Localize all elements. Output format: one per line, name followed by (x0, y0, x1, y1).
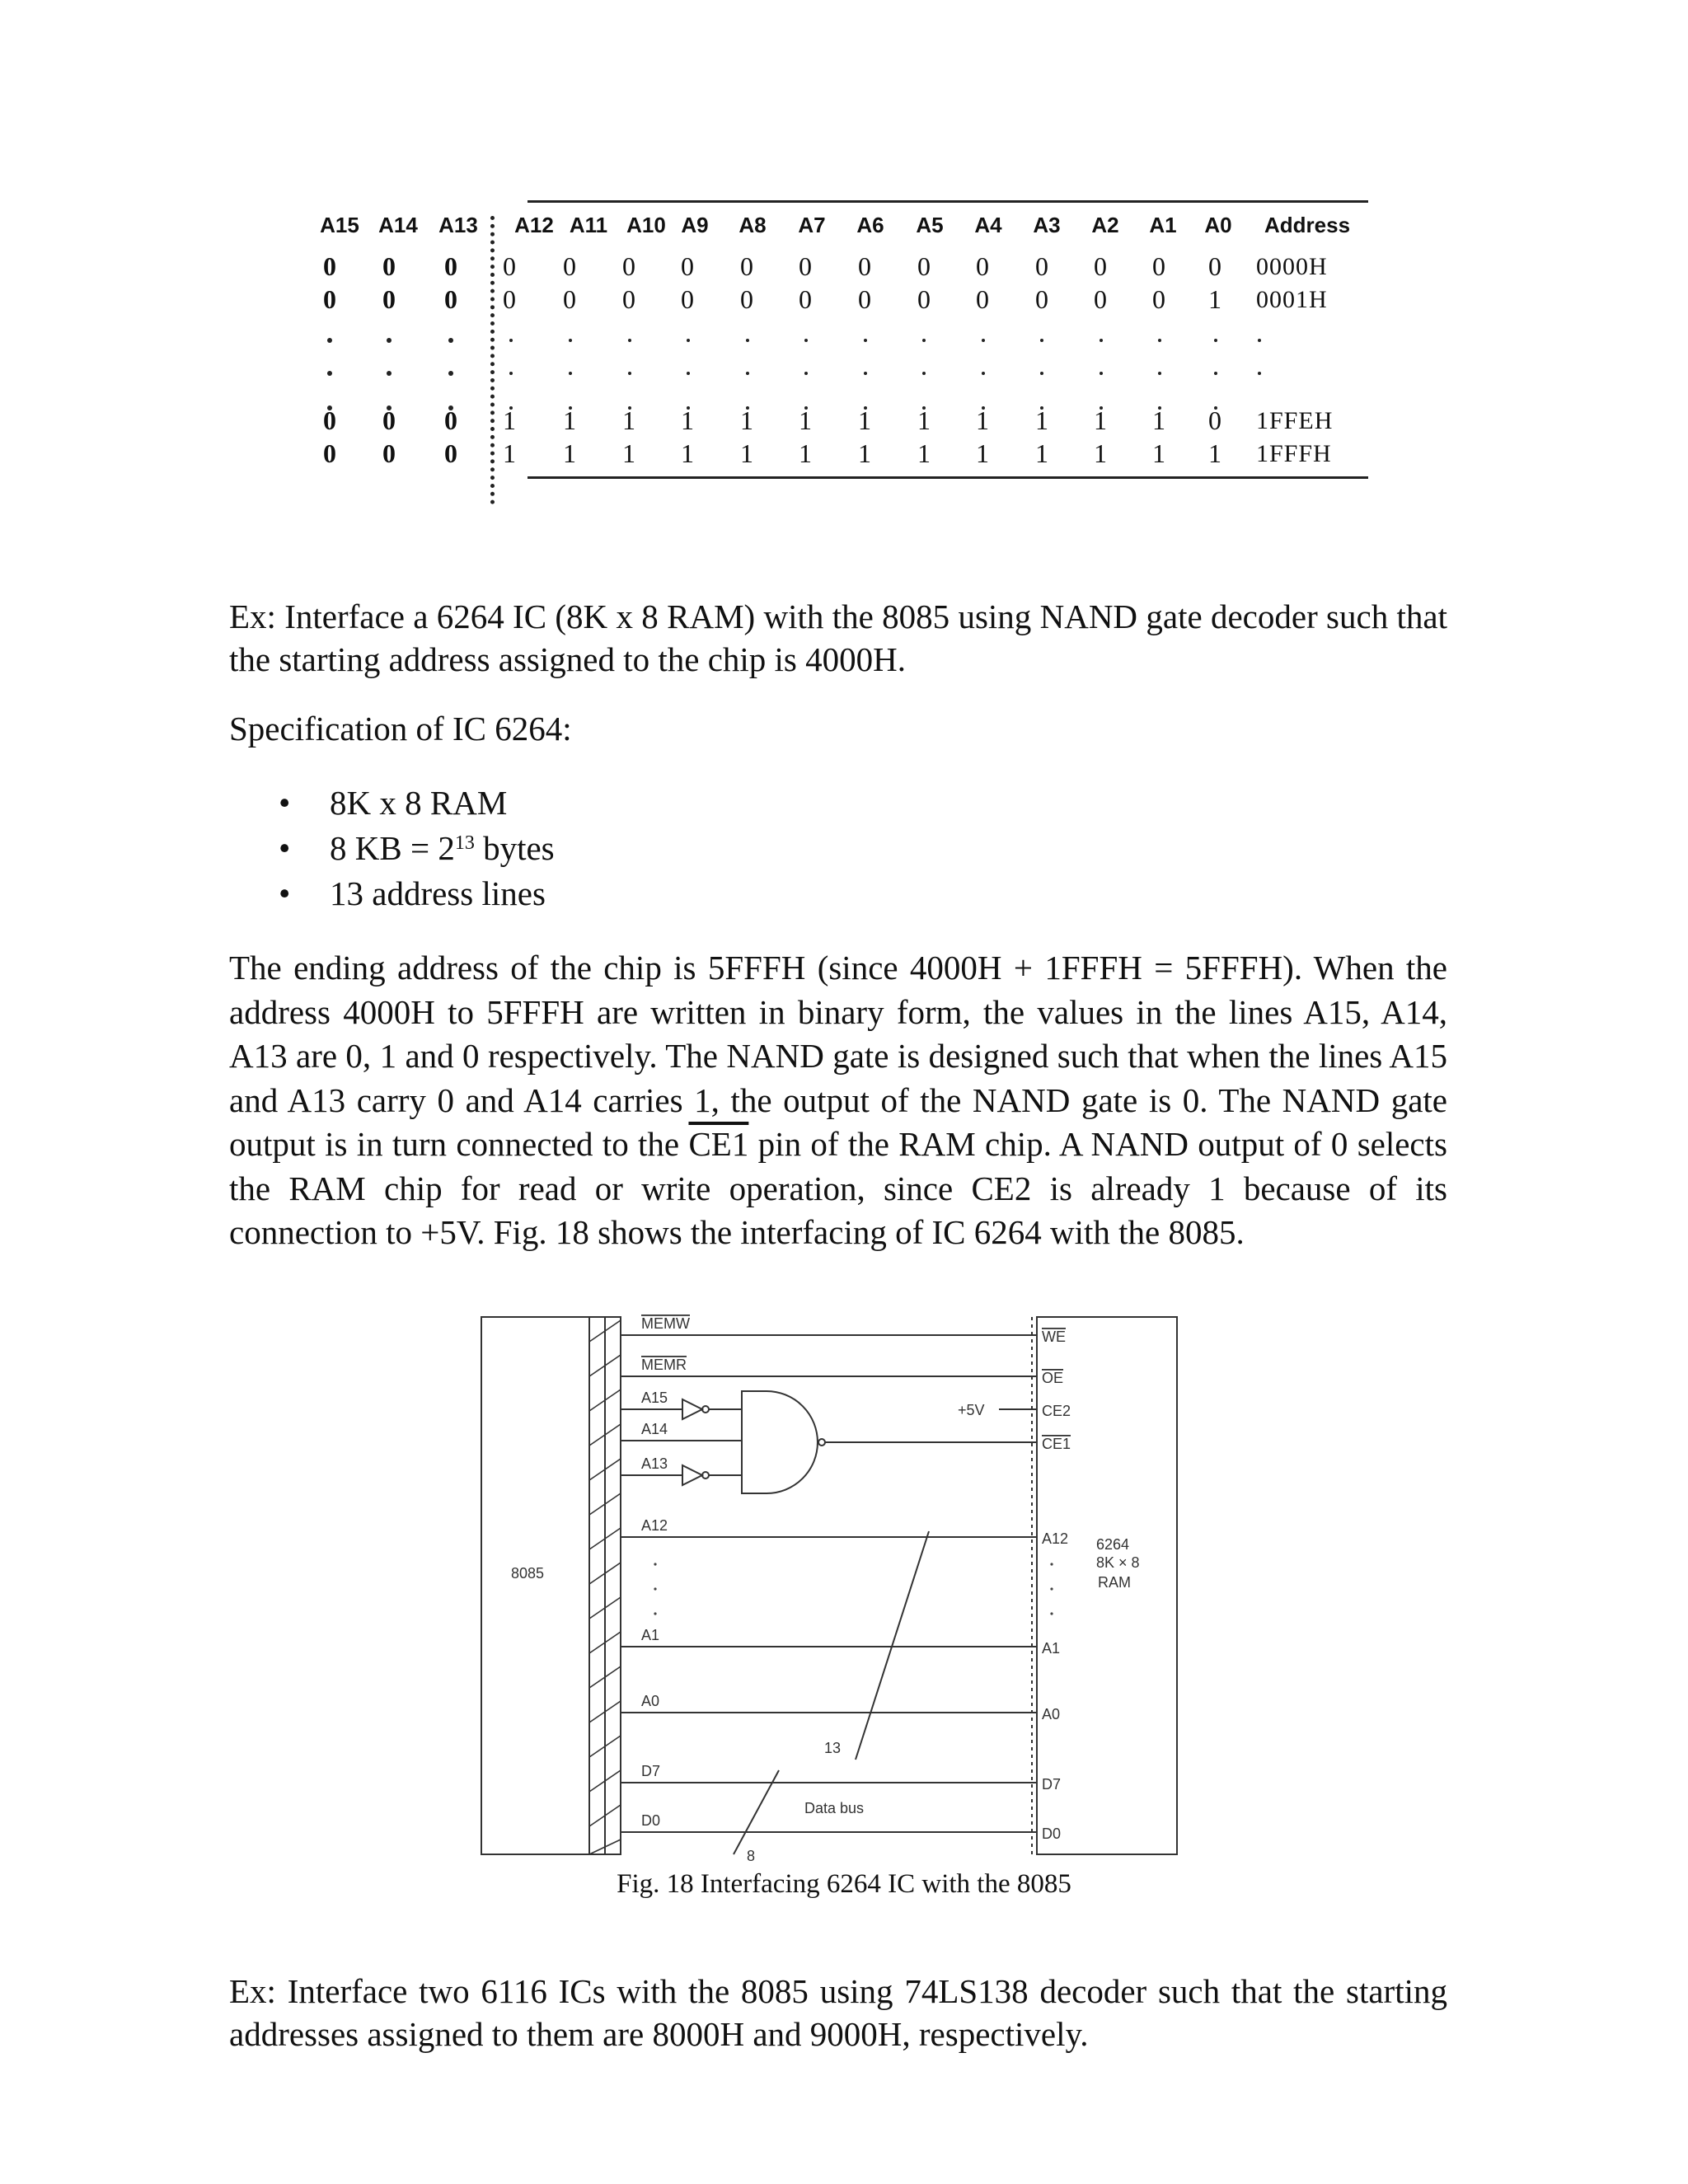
a1-pin-label: A1 (1042, 1640, 1061, 1657)
figure-caption: Fig. 18 Interfacing 6264 IC with the 8085 (617, 1869, 1071, 1899)
a1-label: A1 (641, 1627, 660, 1643)
a13-label: A13 (641, 1455, 668, 1472)
example2-question: Ex: Interface two 6116 ICs with the 8085 using 74LS138 decoder such that the starting addresses assigned to them are 8000H and 9000H, respectively. (229, 1972, 1447, 2053)
chip-label-3: RAM (1098, 1574, 1131, 1591)
header-a6: A6 (856, 213, 884, 237)
header-a8: A8 (738, 213, 767, 237)
chip-label-2: 8K × 8 (1096, 1554, 1140, 1571)
address-bus-count: 13 (824, 1740, 842, 1756)
table-bottom-rule (528, 476, 1368, 479)
header-a2: A2 (1091, 213, 1119, 237)
bullet-icon: • (279, 829, 291, 867)
d7-pin-label: D7 (1042, 1776, 1062, 1793)
d0-pin-label: D0 (1042, 1825, 1062, 1842)
header-a14: A14 (378, 213, 418, 237)
a0-label: A0 (641, 1693, 660, 1709)
example1-explanation: The ending address of the chip is 5FFFH (since 4000H + 1FFFH = 5FFFH). When the address 4000H to 5FFFH are written in binary form, the values in the lines A15, A14, A13 are 0, 1 and 0 respectively. The NAND gate is designed such that when the lines A15 and A13 carry 0 and A14 carries 1, the output of the NAND gate is 0. The NAND gate output is in turn connected to the CE1 pin of the RAM chip. A NAND output of 0 selects the RAM chip for read or write operation, since CE2 is already 1 because of its connection to +5V. Fig. 18 shows the interfacing of IC 6264 with the 8085. (229, 949, 1447, 1251)
ce1-pin-label: CE1 (1042, 1436, 1071, 1452)
ce2-pin-label: CE2 (1042, 1403, 1071, 1419)
plus5v-label: +5V (958, 1402, 985, 1418)
oe-pin-label: OE (1042, 1370, 1064, 1386)
a15-label: A15 (641, 1390, 668, 1406)
data-bus-label: Data bus (804, 1800, 865, 1816)
header-address: Address (1264, 213, 1351, 237)
header-a9: A9 (681, 213, 709, 237)
a12-pin-label: A12 (1042, 1530, 1069, 1547)
header-a15: A15 (320, 213, 359, 237)
table-top-rule (528, 200, 1368, 203)
header-a11: A11 (569, 213, 608, 237)
bullet-icon: • (279, 874, 291, 912)
d7-label: D7 (641, 1763, 661, 1779)
address-ellipsis (654, 1563, 1053, 1615)
header-a4: A4 (974, 213, 1002, 237)
memw-label: MEMW (641, 1315, 690, 1332)
memr-label: MEMR (641, 1357, 687, 1373)
spec-title: Specification of IC 6264: (229, 710, 572, 748)
cpu-label: 8085 (511, 1565, 545, 1582)
header-a1: A1 (1149, 213, 1177, 237)
nand-gate (742, 1391, 818, 1493)
a0-pin-label: A0 (1042, 1706, 1061, 1722)
a12-label: A12 (641, 1517, 668, 1534)
example1-question: Ex: Interface a 6264 IC (8K x 8 RAM) with the 8085 using NAND gate decoder such that the starting address assigned to the chip is 4000H. (229, 598, 1447, 678)
cpu-8085-box (481, 1317, 605, 1854)
header-a10: A10 (626, 213, 666, 237)
chip-label-1: 6264 (1096, 1536, 1130, 1553)
header-a5: A5 (916, 213, 944, 237)
we-pin-label: WE (1042, 1329, 1066, 1345)
header-a0: A0 (1204, 213, 1232, 237)
header-a12: A12 (514, 213, 554, 237)
header-a3: A3 (1033, 213, 1061, 237)
data-bus-count: 8 (747, 1848, 756, 1864)
a14-label: A14 (641, 1421, 668, 1437)
bullet-icon: • (279, 784, 291, 822)
interfacing-diagram (470, 1302, 1212, 1871)
d0-label: D0 (641, 1812, 661, 1829)
header-a13: A13 (438, 213, 478, 237)
header-a7: A7 (798, 213, 826, 237)
